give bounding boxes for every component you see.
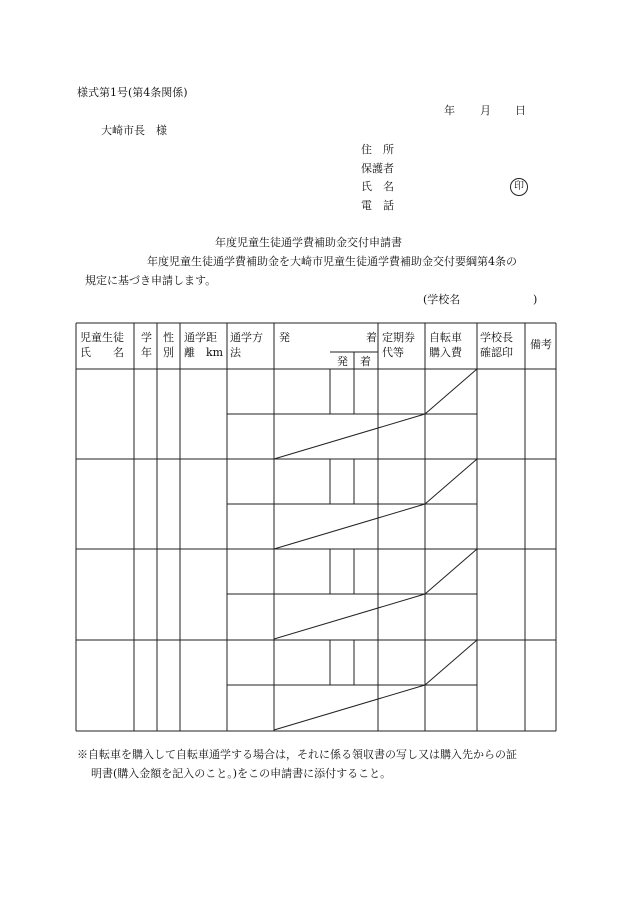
header-grade-line-1: 学	[141, 331, 152, 344]
date-month-label: 月	[480, 104, 491, 117]
row-4-bicycle-diagonal	[425, 640, 477, 685]
row-1-route-diagonal	[274, 414, 425, 459]
header-principal-line-2: 確認印	[480, 346, 513, 359]
header-remarks: 備考	[530, 338, 552, 351]
header-sex-line-1: 性	[163, 331, 174, 344]
name-label: 氏 名	[361, 180, 394, 193]
school-name-open: (学校名	[423, 293, 461, 306]
header-distance-line-2: 離 km	[184, 346, 224, 359]
row-2-bicycle-diagonal	[425, 459, 477, 504]
row-3-bicycle-diagonal	[425, 549, 477, 594]
seal-mark: 印	[510, 178, 528, 196]
header-pass-line-2: 代等	[382, 346, 404, 359]
header-sex-line-2: 別	[163, 346, 174, 359]
header-bicycle-line-1: 自転車	[429, 331, 462, 344]
footnote-line-2: 明書(購入金額を記入のこと。)をこの申請書に添付すること。	[91, 767, 392, 780]
body-text-line-1: 年度児童生徒通学費補助金を大崎市児童生徒通学費補助金交付要綱第4条の	[147, 255, 517, 268]
school-name-close: )	[533, 293, 538, 306]
footnote-line-1: ※自転車を購入して自転車通学する場合は，それに係る領収書の写し又は購入先からの証	[77, 748, 517, 761]
date-day-label: 日	[515, 104, 526, 117]
header-bicycle-line-2: 購入費	[429, 346, 462, 359]
row-1-bicycle-diagonal	[425, 369, 477, 414]
header-grade-line-2: 年	[141, 346, 152, 359]
header-method-line-1: 通学方	[230, 331, 263, 344]
header-route-sub-from: 発	[337, 355, 348, 368]
header-method-line-2: 法	[230, 346, 241, 359]
addressee: 大崎市長 様	[101, 124, 167, 137]
header-route-to: 着	[366, 331, 377, 344]
header-principal-line-1: 学校長	[480, 331, 513, 344]
header-route-sub-to: 着	[360, 355, 371, 368]
row-4-route-diagonal	[274, 685, 425, 730]
form-number: 様式第1号(第4条関係)	[77, 86, 188, 99]
header-student-line-1: 児童生徒	[80, 331, 124, 344]
body-text-line-2: 規定に基づき申請します。	[85, 274, 217, 287]
form-title: 年度児童生徒通学費補助金交付申請書	[215, 236, 402, 249]
row-2-route-diagonal	[274, 504, 425, 549]
date-year-label: 年	[444, 104, 455, 117]
header-student-line-2: 氏 名	[80, 346, 124, 359]
row-3-route-diagonal	[274, 594, 425, 639]
header-route-from: 発	[279, 331, 290, 344]
header-distance-line-1: 通学距	[184, 331, 217, 344]
header-pass-line-1: 定期券	[382, 331, 415, 344]
address-label: 住 所	[361, 143, 394, 156]
guardian-label: 保護者	[361, 162, 394, 175]
phone-label: 電 話	[361, 199, 394, 212]
